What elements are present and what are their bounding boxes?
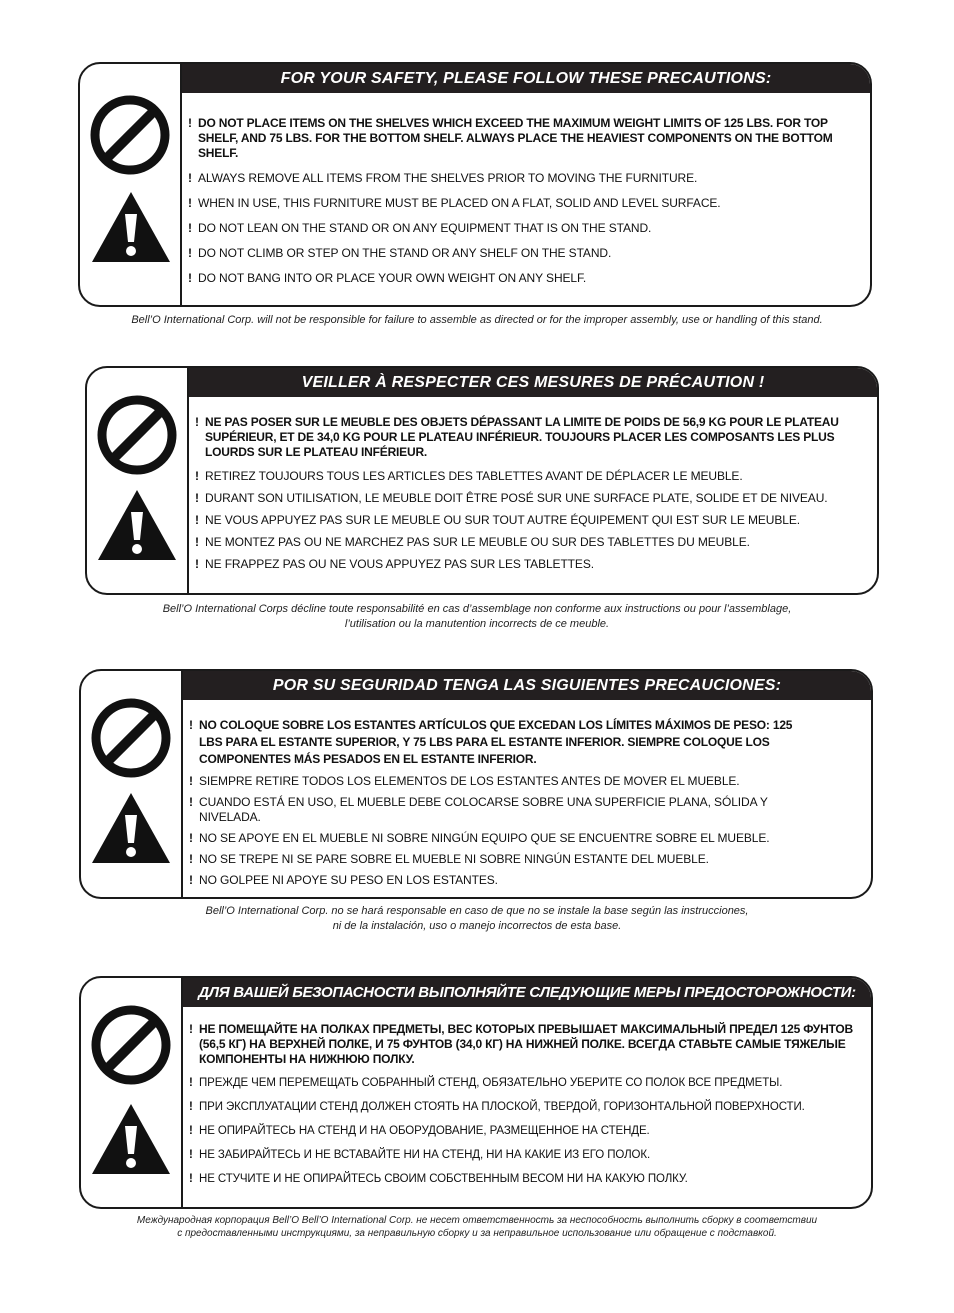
bang-mark: !	[188, 271, 192, 285]
list-item	[189, 1076, 853, 1091]
item-text: NE PAS POSER SUR LE MEUBLE DES OBJETS DÉPASSANT LA LIMITE DE POIDS DE 56,9 KG POUR LE PLATEAU SUPÉRIEUR, ET DE 34,0 KG POUR LE PLATEAU INFÉRIEUR. TOUJOURS PLACER LES COMPOSANTS LES PLUS LOURDS SUR LE PLATEAU INFÉRIEUR.	[205, 415, 839, 459]
list-item	[188, 196, 852, 211]
item-text: НЕ СТУЧИТЕ И НЕ ОПИРАЙТЕСЬ СВОИМ СОБСТВЕННЫМ ВЕСОМ НИ НА КАКУЮ ПОЛКУ.	[199, 1173, 688, 1185]
disclaimer	[60, 313, 894, 328]
item-text: ALWAYS REMOVE ALL ITEMS FROM THE SHELVES PRIOR TO MOVING THE FURNITURE.	[198, 171, 698, 185]
bang-mark: !	[188, 221, 192, 235]
bang-mark: !	[189, 774, 193, 788]
item-text: SIEMPRE RETIRE TODOS LOS ELEMENTOS DE LOS ESTANTES ANTES DE MOVER EL MUEBLE.	[199, 774, 740, 788]
icon-column	[80, 64, 180, 305]
list-item	[189, 717, 811, 768]
bang-mark: !	[189, 831, 193, 845]
bang-mark: !	[189, 852, 193, 866]
bang-mark: !	[189, 873, 193, 887]
item-text: DO NOT BANG INTO OR PLACE YOUR OWN WEIGHT ON ANY SHELF.	[198, 271, 587, 285]
list-item	[195, 415, 859, 460]
list-item	[188, 271, 852, 286]
column-divider	[181, 978, 183, 1207]
item-text: НЕ ОПИРАЙТЕСЬ НА СТЕНД И НА ОБОРУДОВАНИЕ, РАЗМЕЩЕННОЕ НА СТЕНДЕ.	[199, 1125, 650, 1137]
item-text: NE FRAPPEZ PAS OU NE VOUS APPUYEZ PAS SUR LES TABLETTES.	[205, 557, 594, 571]
warning-triangle-icon	[96, 488, 178, 562]
column-divider	[187, 368, 189, 593]
section-header: POR SU SEGURIDAD TENGA LAS SIGUIENTES PRECAUCIONES:	[183, 671, 871, 700]
icon-column	[81, 671, 181, 897]
list-item	[189, 1148, 853, 1163]
warning-triangle-icon	[90, 1102, 172, 1176]
precautions-list	[189, 1022, 853, 1187]
item-text: ПРЕЖДЕ ЧЕМ ПЕРЕМЕЩАТЬ СОБРАННЫЙ СТЕНД, ОБЯЗАТЕЛЬНО УБЕРИТЕ СО ПОЛОК ВСЕ ПРЕДМЕТЫ.	[199, 1077, 783, 1089]
list-item	[189, 795, 811, 825]
column-divider	[180, 64, 182, 305]
safety-panel-ru	[79, 976, 873, 1209]
icon-column	[87, 368, 187, 593]
bang-mark: !	[195, 491, 199, 505]
bang-mark: !	[189, 1149, 193, 1161]
item-text: DURANT SON UTILISATION, LE MEUBLE DOIT ÊTRE POSÉ SUR UNE SURFACE PLATE, SOLIDE ET DE NIVEAU.	[205, 491, 828, 505]
list-item	[189, 873, 811, 888]
disclaimer-line: с предоставленными инструкциями, за неправильную сборку и за неправильное использование или обращение с подставкой.	[177, 1228, 777, 1239]
item-text: NO GOLPEE NI APOYE SU PESO EN LOS ESTANTES.	[199, 873, 498, 887]
item-text: ПРИ ЭКСПЛУАТАЦИИ СТЕНД ДОЛЖЕН СТОЯТЬ НА ПЛОСКОЙ, ТВЕРДОЙ, ГОРИЗОНТАЛЬНОЙ ПОВЕРХНОСТИ.	[199, 1101, 805, 1113]
precautions-list	[195, 415, 859, 572]
disclaimer-line: l’utilisation ou la manutention incorrects de ce meuble.	[344, 618, 610, 630]
bang-mark: !	[189, 1125, 193, 1137]
section-header: VEILLER À RESPECTER CES MESURES DE PRÉCAUTION !	[189, 368, 877, 397]
bang-mark: !	[188, 171, 192, 185]
disclaimer-line: Bell’O International Corps décline toute responsabilité en cas d’assemblage non conforme aux instructions ou pour l’assemblage,	[162, 603, 792, 615]
bang-mark: !	[189, 1077, 193, 1089]
item-text: RETIREZ TOUJOURS TOUS LES ARTICLES DES TABLETTES AVANT DE DÉPLACER LE MEUBLE.	[205, 469, 743, 483]
list-item	[195, 535, 859, 550]
list-item	[189, 1022, 853, 1067]
prohibition-icon	[94, 392, 180, 478]
list-item	[189, 852, 811, 867]
prohibition-icon	[88, 1002, 174, 1088]
item-text: DO NOT CLIMB OR STEP ON THE STAND OR ANY SHELF ON THE STAND.	[198, 246, 612, 260]
disclaimer-line: Bell’O International Corp. will not be responsible for failure to assemble as directed or for the improper assembly, use or handling of this stand.	[131, 314, 823, 326]
list-item	[188, 171, 852, 186]
list-item	[189, 774, 811, 789]
item-text: NO SE TREPE NI SE PARE SOBRE EL MUEBLE NI SOBRE NINGÚN ESTANTE DEL MUEBLE.	[199, 852, 709, 866]
bang-mark: !	[195, 469, 199, 483]
warning-triangle-icon	[90, 190, 172, 264]
warning-triangle-icon	[90, 791, 172, 865]
bang-mark: !	[195, 415, 199, 429]
disclaimer-line: Bell’O International Corp. no se hará responsable en caso de que no se instale la base según las instrucciones,	[205, 905, 749, 917]
item-text: CUANDO ESTÁ EN USO, EL MUEBLE DEBE COLOCARSE SOBRE UNA SUPERFICIE PLANA, SÓLIDA Y NIVELADA.	[199, 795, 768, 824]
bang-mark: !	[195, 557, 199, 571]
list-item	[189, 1100, 853, 1115]
item-text: NE VOUS APPUYEZ PAS SUR LE MEUBLE OU SUR TOUT AUTRE ÉQUIPEMENT QUI EST SUR LE MEUBLE.	[205, 513, 800, 527]
bang-mark: !	[188, 116, 192, 130]
list-item	[189, 831, 811, 846]
bang-mark: !	[189, 1101, 193, 1113]
item-text: WHEN IN USE, THIS FURNITURE MUST BE PLACED ON A FLAT, SOLID AND LEVEL SURFACE.	[198, 196, 721, 210]
precautions-list	[188, 116, 852, 286]
list-item	[189, 1124, 853, 1139]
disclaimer-line: Международная корпорация Bell’O Bell’O International Corp. не несет ответственность за неспособность выполнить сборку в соответствии	[136, 1215, 818, 1226]
safety-panel-fr	[85, 366, 879, 595]
item-text: НЕ ЗАБИРАЙТЕСЬ И НЕ ВСТАВАЙТЕ НИ НА СТЕНД, НИ НА КАКИЕ ИЗ ЕГО ПОЛОК.	[199, 1149, 651, 1161]
safety-panel-en	[78, 62, 872, 307]
list-item	[189, 1172, 853, 1187]
item-text: DO NOT LEAN ON THE STAND OR ON ANY EQUIPMENT THAT IS ON THE STAND.	[198, 221, 652, 235]
item-text: NO COLOQUE SOBRE LOS ESTANTES ARTÍCULOS QUE EXCEDAN LOS LÍMITES MÁXIMOS DE PESO: 125 LBS PARA EL ESTANTE SUPERIOR, Y 75 LBS PARA EL ESTANTE INFERIOR. SIEMPRE COLOQUE LOS COMPONENTES MÁS PESADOS EN EL ESTANTE INFERIOR.	[199, 718, 793, 766]
disclaimer	[60, 904, 894, 934]
disclaimer-line: ni de la instalación, uso o manejo incorrectos de esta base.	[332, 920, 622, 932]
bang-mark: !	[189, 1022, 193, 1036]
item-text: NO SE APOYE EN EL MUEBLE NI SOBRE NINGÚN EQUIPO QUE SE ENCUENTRE SOBRE EL MUEBLE.	[199, 831, 770, 845]
bang-mark: !	[189, 795, 193, 809]
bang-mark: !	[195, 513, 199, 527]
item-text: DO NOT PLACE ITEMS ON THE SHELVES WHICH EXCEED THE MAXIMUM WEIGHT LIMITS OF 125 LBS. FOR TOP SHELF, AND 75 LBS. FOR THE BOTTOM SHELF. ALWAYS PLACE THE HEAVIEST COMPONENTS ON THE BOTTOM SHELF.	[198, 116, 833, 160]
section-header: ДЛЯ ВАШЕЙ БЕЗОПАСНОСТИ ВЫПОЛНЯЙТЕ СЛЕДУЮЩИЕ МЕРЫ ПРЕДОСТОРОЖНОСТИ:	[183, 978, 871, 1007]
list-item	[195, 491, 859, 506]
disclaimer	[60, 1214, 894, 1240]
safety-panel-es	[79, 669, 873, 899]
column-divider	[181, 671, 183, 897]
bang-mark: !	[188, 196, 192, 210]
list-item	[188, 246, 852, 261]
bang-mark: !	[188, 246, 192, 260]
prohibition-icon	[87, 92, 173, 178]
prohibition-icon	[88, 695, 174, 781]
item-text: НЕ ПОМЕЩАЙТЕ НА ПОЛКАХ ПРЕДМЕТЫ, ВЕС КОТОРЫХ ПРЕВЫШАЕТ МАКСИМАЛЬНЫЙ ПРЕДЕЛ 125 ФУНТОВ (56,5 КГ) НА ВЕРХНЕЙ ПОЛКЕ, И 75 ФУНТОВ (34,0 КГ) НА НИЖНЕЙ ПОЛКЕ. ВСЕГДА СТАВЬТЕ САМЫЕ ТЯЖЕЛЫЕ КОМПОНЕНТЫ НА НИЖНЮЮ ПОЛКУ.	[199, 1022, 853, 1066]
list-item	[195, 513, 859, 528]
bang-mark: !	[195, 535, 199, 549]
item-text: NE MONTEZ PAS OU NE MARCHEZ PAS SUR LE MEUBLE OU SUR DES TABLETTES DU MEUBLE.	[205, 535, 750, 549]
icon-column	[81, 978, 181, 1207]
disclaimer	[60, 602, 894, 632]
bang-mark: !	[189, 1173, 193, 1185]
precautions-list	[189, 717, 811, 888]
list-item	[195, 469, 859, 484]
list-item	[188, 116, 852, 161]
list-item	[195, 557, 859, 572]
section-header: FOR YOUR SAFETY, PLEASE FOLLOW THESE PRECAUTIONS:	[182, 64, 870, 93]
list-item	[188, 221, 852, 236]
bang-mark: !	[189, 718, 193, 732]
